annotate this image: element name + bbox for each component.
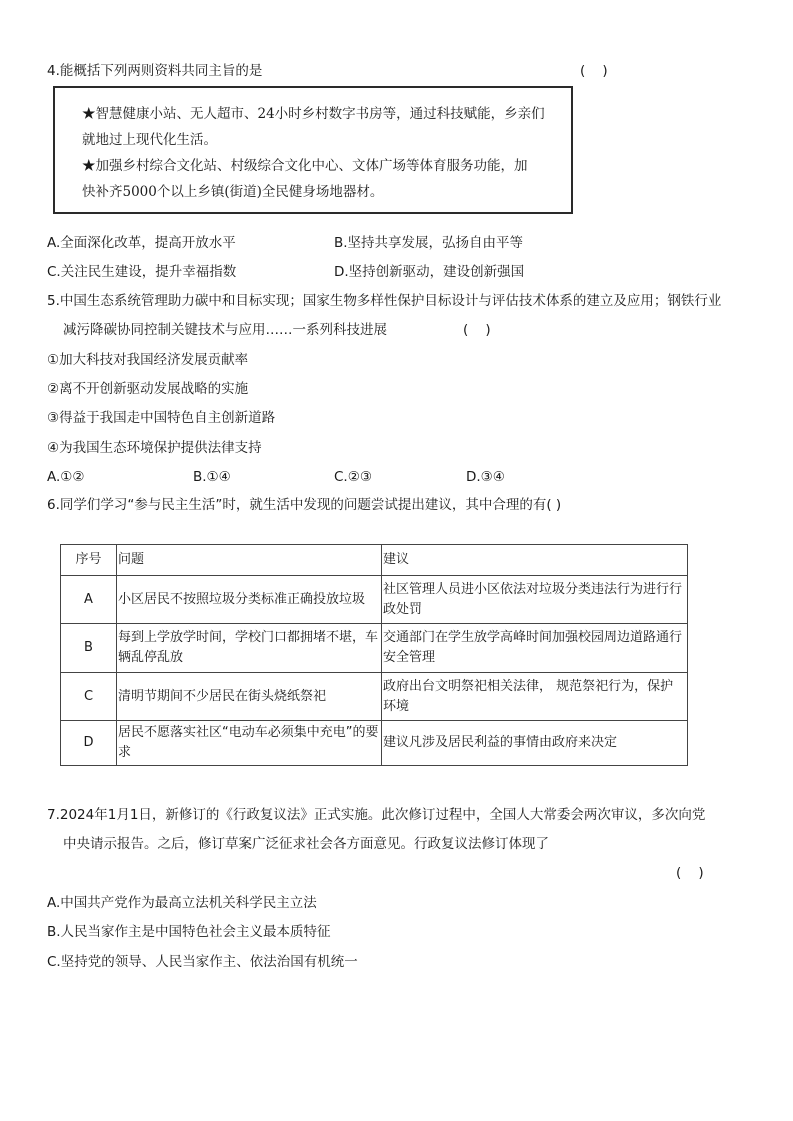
q5-item-3: ③得益于我国走中国特色自主创新道路 bbox=[47, 410, 276, 426]
header-cell-suggestion: 建议 bbox=[382, 545, 688, 576]
row-problem: 清明节期间不少居民在街头烧纸祭祀 bbox=[117, 673, 382, 721]
table-row bbox=[61, 721, 688, 766]
q5-item-4: ④为我国生态环境保护提供法律支持 bbox=[47, 440, 262, 456]
table-header-row bbox=[61, 545, 688, 576]
q4-option-d: D.坚持创新驱动，建设创新强国 bbox=[334, 264, 525, 280]
q4-material-line-4: 快补齐5000个以上乡镇(街道)全民健身场地器材。 bbox=[82, 184, 384, 200]
q5-option-b: B.①④ bbox=[193, 469, 231, 485]
row-problem: 小区居民不按照垃圾分类标准正确投放垃圾 bbox=[117, 576, 382, 624]
header-cell-id: 序号 bbox=[61, 545, 117, 576]
row-problem: 每到上学放学时间，学校门口都拥堵不堪，车辆乱停乱放 bbox=[117, 624, 382, 673]
table-row bbox=[61, 673, 688, 721]
q7-stem-line-2: 中央请示报告。之后，修订草案广泛征求社会各方面意见。行政复议法修订体现了 bbox=[63, 836, 549, 852]
q5-answer-paren: ( ) bbox=[463, 322, 491, 338]
q5-option-c: C.②③ bbox=[334, 469, 372, 485]
q6-table bbox=[60, 544, 688, 766]
table-row bbox=[61, 576, 688, 624]
row-problem: 居民不愿落实社区“电动车必须集中充电”的要求 bbox=[117, 721, 382, 766]
row-suggestion: 政府出台文明祭祀相关法律， 规范祭祀行为，保护环境 bbox=[382, 673, 688, 721]
q4-answer-paren: ( ) bbox=[580, 63, 608, 79]
q4-option-c: C.关注民生建设，提升幸福指数 bbox=[47, 264, 237, 280]
q7-option-b: B.人民当家作主是中国特色社会主义最本质特征 bbox=[47, 924, 331, 940]
row-id: B bbox=[61, 624, 117, 673]
row-id: A bbox=[61, 576, 117, 624]
table-row bbox=[61, 624, 688, 673]
q7-answer-paren: ( ) bbox=[676, 865, 704, 881]
q5-stem-line-2: 减污降碳协同控制关键技术与应用……一系列科技进展 bbox=[63, 322, 387, 338]
q4-material-line-1: ★智慧健康小站、无人超市、24小时乡村数字书房等，通过科技赋能，乡亲们 bbox=[82, 106, 545, 122]
q7-stem-line-1: 7.2024年1月1日，新修订的《行政复议法》正式实施。此次修订过程中，全国人大常委会两次审议，多次向党 bbox=[47, 807, 706, 823]
q4-material-box bbox=[53, 86, 573, 214]
q5-option-a: A.①② bbox=[47, 469, 85, 485]
q4-material-line-2: 就地过上现代化生活。 bbox=[82, 132, 217, 148]
q5-item-2: ②离不开创新驱动发展战略的实施 bbox=[47, 381, 249, 397]
q4-material-line-3: ★加强乡村综合文化站、村级综合文化中心、文体广场等体育服务功能，加 bbox=[82, 158, 528, 174]
row-suggestion: 社区管理人员进小区依法对垃圾分类违法行为进行行政处罚 bbox=[382, 576, 688, 624]
q4-stem: 4.能概括下列两则资料共同主旨的是 bbox=[47, 63, 263, 79]
row-id: C bbox=[61, 673, 117, 721]
header-cell-problem: 问题 bbox=[117, 545, 382, 576]
q5-option-d: D.③④ bbox=[466, 469, 505, 485]
q7-option-c: C.坚持党的领导、人民当家作主、依法治国有机统一 bbox=[47, 954, 358, 970]
q4-option-b: B.坚持共享发展，弘扬自由平等 bbox=[334, 235, 524, 251]
q7-option-a: A.中国共产党作为最高立法机关科学民主立法 bbox=[47, 895, 317, 911]
row-id: D bbox=[61, 721, 117, 766]
row-suggestion: 交通部门在学生放学高峰时间加强校园周边道路通行安全管理 bbox=[382, 624, 688, 673]
row-suggestion: 建议凡涉及居民利益的事情由政府来决定 bbox=[382, 721, 688, 766]
q5-item-1: ①加大科技对我国经济发展贡献率 bbox=[47, 352, 249, 368]
q6-stem: 6.同学们学习“参与民主生活”时，就生活中发现的问题尝试提出建议，其中合理的有( ) bbox=[47, 497, 562, 513]
q5-stem-line-1: 5.中国生态系统管理助力碳中和目标实现；国家生物多样性保护目标设计与评估技术体系的建立及应用；钢铁行业 bbox=[47, 293, 722, 309]
q4-option-a: A.全面深化改革，提高开放水平 bbox=[47, 235, 236, 251]
